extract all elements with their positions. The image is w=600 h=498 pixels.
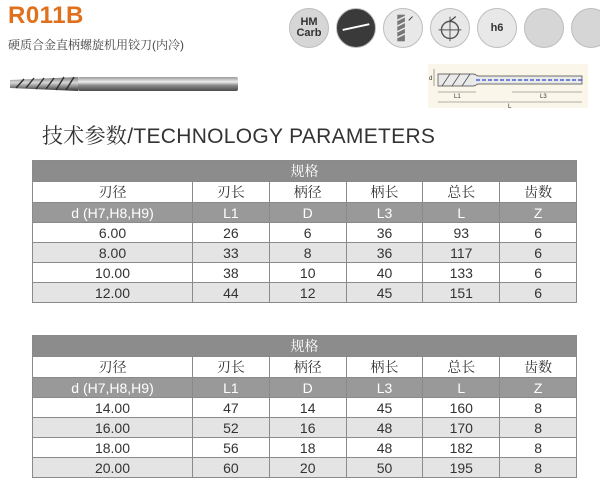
- table-cell: 36: [346, 243, 423, 263]
- table-cell: 50: [346, 458, 423, 478]
- table-cell: 14: [269, 398, 346, 418]
- table-cell: 8: [500, 438, 577, 458]
- table-row: [33, 418, 577, 438]
- table-row: [33, 398, 577, 418]
- col-header: 总长: [423, 182, 500, 203]
- table-cell: 6.00: [33, 223, 193, 243]
- symbol-cell: d (H7,H8,H9): [33, 378, 193, 398]
- table-cell: 45: [346, 398, 423, 418]
- table-cell: 6: [500, 263, 577, 283]
- table-cell: 47: [193, 398, 270, 418]
- col-header: 齿数: [500, 182, 577, 203]
- table-cell: 33: [193, 243, 270, 263]
- symbol-cell: L: [423, 378, 500, 398]
- col-header: 刃径: [33, 182, 193, 203]
- table-cell: 48: [346, 418, 423, 438]
- col-header: 刃长: [193, 182, 270, 203]
- table-cell: 18: [269, 438, 346, 458]
- parameters-table-2: [32, 335, 577, 478]
- table-cell: 170: [423, 418, 500, 438]
- table-cell: 8: [500, 418, 577, 438]
- helix-angle-icon: [430, 8, 470, 48]
- product-subtitle: 硬质合金直柄螺旋机用铰刀(内冷): [8, 38, 184, 52]
- symbol-cell: Z: [500, 203, 577, 223]
- table-cell: 12: [269, 283, 346, 303]
- table-cell: 16: [269, 418, 346, 438]
- symbol-cell: d (H7,H8,H9): [33, 203, 193, 223]
- col-header: 刃径: [33, 357, 193, 378]
- col-header: 柄长: [346, 357, 423, 378]
- table-row: [33, 438, 577, 458]
- table-cell: 182: [423, 438, 500, 458]
- symbol-row: [33, 203, 577, 223]
- symbol-cell: L3: [346, 378, 423, 398]
- col-header: 柄长: [346, 182, 423, 203]
- symbol-cell: L3: [346, 203, 423, 223]
- blank-icon-2: [571, 8, 600, 48]
- table-cell: 45: [346, 283, 423, 303]
- table-cell: 6: [500, 223, 577, 243]
- column-header-row: [33, 357, 577, 378]
- col-header: 柄径: [269, 182, 346, 203]
- table-cell: 8.00: [33, 243, 193, 263]
- table-cell: 8: [269, 243, 346, 263]
- table-cell: 52: [193, 418, 270, 438]
- table-cell: 40: [346, 263, 423, 283]
- table-cell: 117: [423, 243, 500, 263]
- col-header: 柄径: [269, 357, 346, 378]
- symbol-cell: L: [423, 203, 500, 223]
- table-cell: 14.00: [33, 398, 193, 418]
- table-cell: 16.00: [33, 418, 193, 438]
- table-cell: 60: [193, 458, 270, 478]
- table-cell: 6: [500, 283, 577, 303]
- coating-icon: [336, 8, 376, 48]
- h6-shank-icon: h6: [477, 8, 517, 48]
- table-cell: 6: [500, 243, 577, 263]
- symbol-cell: D: [269, 378, 346, 398]
- table-row: [33, 283, 577, 303]
- table-cell: 56: [193, 438, 270, 458]
- table-cell: 18.00: [33, 438, 193, 458]
- table-cell: 10.00: [33, 263, 193, 283]
- table-cell: 160: [423, 398, 500, 418]
- section-title: 技术参数/TECHNOLOGY PARAMETERS: [42, 125, 436, 148]
- dimension-drawing: [428, 64, 588, 108]
- table-cell: 48: [346, 438, 423, 458]
- table-row: [33, 458, 577, 478]
- table-cell: 26: [193, 223, 270, 243]
- reamer-tool-image: [8, 72, 240, 98]
- table-cell: 133: [423, 263, 500, 283]
- hm-carb-icon: HM Carb: [289, 8, 329, 48]
- col-header: 齿数: [500, 357, 577, 378]
- table-row: [33, 243, 577, 263]
- table-row: [33, 263, 577, 283]
- col-header: 刃长: [193, 357, 270, 378]
- table-cell: 151: [423, 283, 500, 303]
- product-model-code: R011B: [8, 2, 84, 29]
- table-cell: 6: [269, 223, 346, 243]
- table-cell: 44: [193, 283, 270, 303]
- symbol-row: [33, 378, 577, 398]
- table-cell: 36: [346, 223, 423, 243]
- column-header-row: [33, 182, 577, 203]
- spec-header: 规格: [33, 336, 577, 357]
- dim-l-label: L: [508, 104, 512, 108]
- table-cell: 38: [193, 263, 270, 283]
- spiral-flute-icon: [383, 8, 423, 48]
- table-cell: 8: [500, 458, 577, 478]
- dim-l1-label: L1: [454, 94, 461, 100]
- feature-icon-row: [289, 8, 600, 48]
- table-row: [33, 223, 577, 243]
- table-cell: 20.00: [33, 458, 193, 478]
- table-cell: 93: [423, 223, 500, 243]
- symbol-cell: L1: [193, 378, 270, 398]
- table-cell: 20: [269, 458, 346, 478]
- dim-l3-label: L3: [540, 94, 547, 100]
- symbol-cell: D: [269, 203, 346, 223]
- table-cell: 8: [500, 398, 577, 418]
- parameters-table-1: [32, 160, 577, 303]
- table-cell: 12.00: [33, 283, 193, 303]
- table-cell: 195: [423, 458, 500, 478]
- spec-header: 规格: [33, 161, 577, 182]
- symbol-cell: Z: [500, 378, 577, 398]
- dim-d-label: d: [429, 76, 433, 82]
- col-header: 总长: [423, 357, 500, 378]
- symbol-cell: L1: [193, 203, 270, 223]
- blank-icon-1: [524, 8, 564, 48]
- table-cell: 10: [269, 263, 346, 283]
